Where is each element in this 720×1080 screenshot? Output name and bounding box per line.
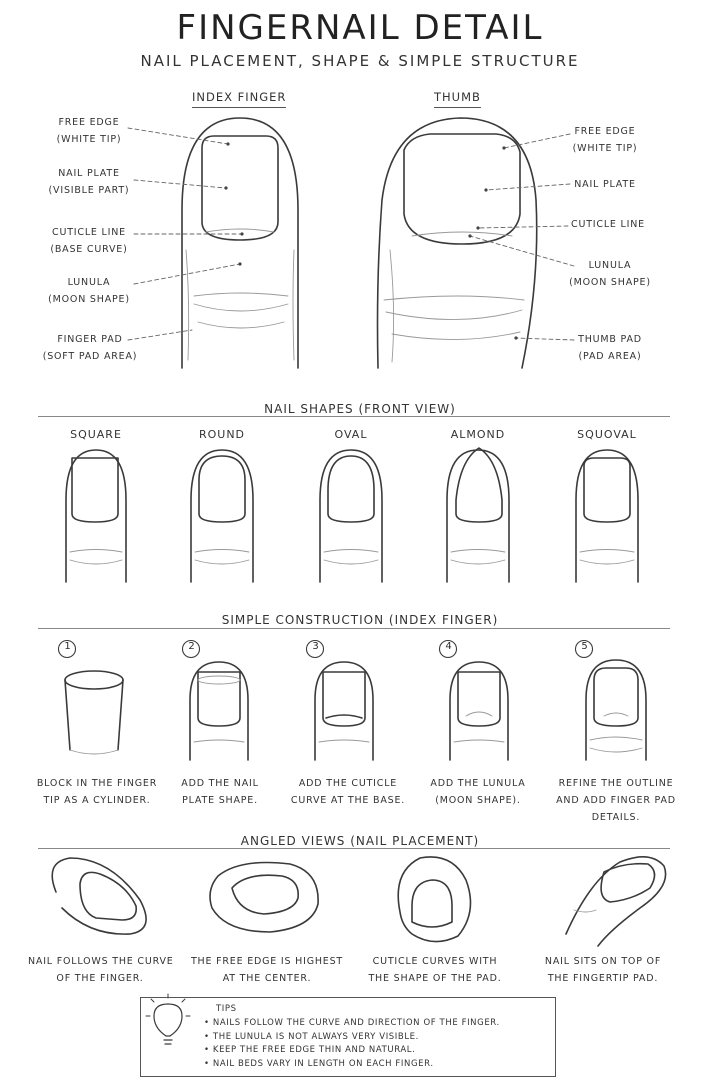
construction-step-3-drawing [315, 662, 373, 760]
step-5-caption: REFINE THE OUTLINE AND ADD FINGER PAD DETAILS. [556, 778, 676, 823]
step-5-number: 5 [581, 641, 588, 652]
shape-label-almond: ALMOND [450, 428, 506, 441]
step-4-caption: ADD THE LUNULA (MOON SHAPE). [430, 778, 526, 806]
thumb-label-free-edge: FREE EDGE (WHITE TIP) [572, 126, 638, 154]
thumb-caption: THUMB [434, 90, 481, 108]
section-heading-construction: SIMPLE CONSTRUCTION (INDEX FINGER) [214, 613, 507, 627]
construction-step-2-drawing [190, 662, 248, 760]
step-3-number: 3 [312, 641, 319, 652]
shape-almond-drawing [447, 448, 509, 582]
tips-list [204, 1017, 500, 1071]
thumb-drawing [378, 118, 537, 368]
step-4-number: 4 [445, 641, 452, 652]
tips-heading: TIPS [216, 1004, 237, 1014]
thumb-label-lunula: LUNULA (MOON SHAPE) [569, 260, 651, 288]
step-2-caption: ADD THE NAIL PLATE SHAPE. [181, 778, 259, 806]
thumb-label-nail-plate: NAIL PLATE [574, 179, 636, 190]
shape-label-squoval: SQUOVAL [577, 428, 637, 441]
section-heading-angled: ANGLED VIEWS (NAIL PLACEMENT) [233, 834, 487, 848]
tip-item: • NAILS FOLLOW THE CURVE AND DIRECTION OF THE FINGER. [204, 1018, 500, 1028]
angled-view-4-caption: NAIL SITS ON TOP OF THE FINGERTIP PAD. [544, 956, 662, 984]
index-label-cuticle-line: CUTICLE LINE (BASE CURVE) [50, 227, 128, 255]
construction-step-5-drawing [586, 660, 646, 760]
angled-view-4-drawing [566, 857, 666, 946]
construction-step-1-drawing [65, 671, 123, 754]
shape-label-square: SQUARE [70, 428, 122, 441]
thumb-label-cuticle-line: CUTICLE LINE [571, 219, 645, 230]
shape-round-drawing [191, 450, 253, 582]
construction-step-4-drawing [450, 662, 508, 760]
index-finger-drawing [182, 118, 298, 368]
angled-view-1-drawing [52, 858, 146, 934]
index-label-free-edge: FREE EDGE (WHITE TIP) [56, 117, 122, 145]
page-subtitle: NAIL PLACEMENT, SHAPE & SIMPLE STRUCTURE [140, 52, 580, 70]
step-1-caption: BLOCK IN THE FINGER TIP AS A CYLINDER. [36, 778, 158, 806]
divider-construction [38, 628, 670, 629]
index-label-finger-pad: FINGER PAD (SOFT PAD AREA) [42, 334, 138, 362]
shape-square-drawing [66, 450, 126, 582]
angled-view-1-caption: NAIL FOLLOWS THE CURVE OF THE FINGER. [28, 956, 174, 984]
tip-item: • THE LUNULA IS NOT ALWAYS VERY VISIBLE. [204, 1031, 419, 1042]
step-1-number: 1 [64, 641, 71, 652]
thumb-label-thumb-pad: THUMB PAD (PAD AREA) [578, 334, 642, 362]
angled-view-2-drawing [210, 863, 318, 933]
shape-label-round: ROUND [198, 428, 246, 441]
page-title: FINGERNAIL DETAIL [176, 8, 544, 48]
shape-squoval-drawing [576, 450, 638, 582]
step-3-caption: ADD THE CUTICLE CURVE AT THE BASE. [290, 778, 406, 806]
index-label-lunula: LUNULA (MOON SHAPE) [48, 277, 130, 305]
angled-view-3-drawing [398, 857, 470, 942]
step-2-number: 2 [188, 641, 195, 652]
index-finger-caption: INDEX FINGER [192, 90, 286, 108]
tip-item: • KEEP THE FREE EDGE THIN AND NATURAL. [204, 1045, 416, 1055]
shape-oval-drawing [320, 450, 382, 582]
shape-label-oval: OVAL [334, 428, 368, 441]
angled-view-2-caption: THE FREE EDGE IS HIGHEST AT THE CENTER. [190, 956, 344, 984]
index-label-nail-plate: NAIL PLATE (VISIBLE PART) [48, 168, 130, 196]
tip-item: • NAIL BEDS VARY IN LENGTH ON EACH FINGER. [204, 1058, 434, 1069]
angled-view-3-caption: CUTICLE CURVES WITH THE SHAPE OF THE PAD. [368, 956, 502, 984]
section-heading-shapes: NAIL SHAPES (FRONT VIEW) [256, 402, 464, 416]
